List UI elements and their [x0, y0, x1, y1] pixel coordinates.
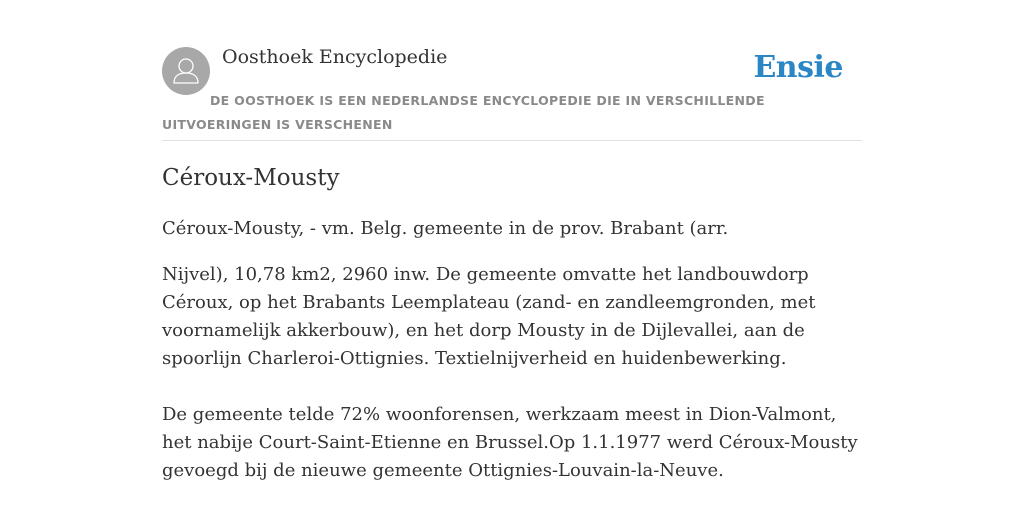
page-header: [162, 0, 862, 141]
article: [162, 160, 862, 485]
site-description: DE OOSTHOEK IS EEN NEDERLANDSE ENCYCLOPEDIE DIE IN VERSCHILLENDE UITVOERINGEN IS VERSCHENEN: [162, 93, 765, 132]
article-lead: Céroux-Mousty, - vm. Belg. gemeente in de prov. Brabant (arr.: [162, 218, 729, 239]
site-title-link[interactable]: Oosthoek Encyclopedie: [222, 46, 448, 68]
brand-logo-link[interactable]: Ensie: [753, 50, 843, 85]
article-paragraph-1: Nijvel), 10,78 km2, 2960 inw. De gemeente omvatte het landbouwdorp Céroux, op het Brabants Leemplateau (zand- en zandleemgronden, met voornamelijk akkerbouw), en het dorp Mousty in de Dijlevallei, aan de spoorlijn Charleroi-Ottignies. Textielnijverheid en huidenbewerking.: [162, 264, 816, 369]
article-paragraph-2: De gemeente telde 72% woonforensen, werkzaam meest in Dion-Valmont, het nabije Court-Saint-Etienne en Brussel.Op 1.1.1977 werd Céroux-Mousty gevoegd bij de nieuwe gemeente Ottignies-Louvain-la-Neuve.: [162, 404, 858, 481]
person-outline-icon: [162, 47, 210, 95]
user-avatar-icon[interactable]: [162, 47, 210, 95]
article-title: Céroux-Mousty: [162, 165, 340, 191]
